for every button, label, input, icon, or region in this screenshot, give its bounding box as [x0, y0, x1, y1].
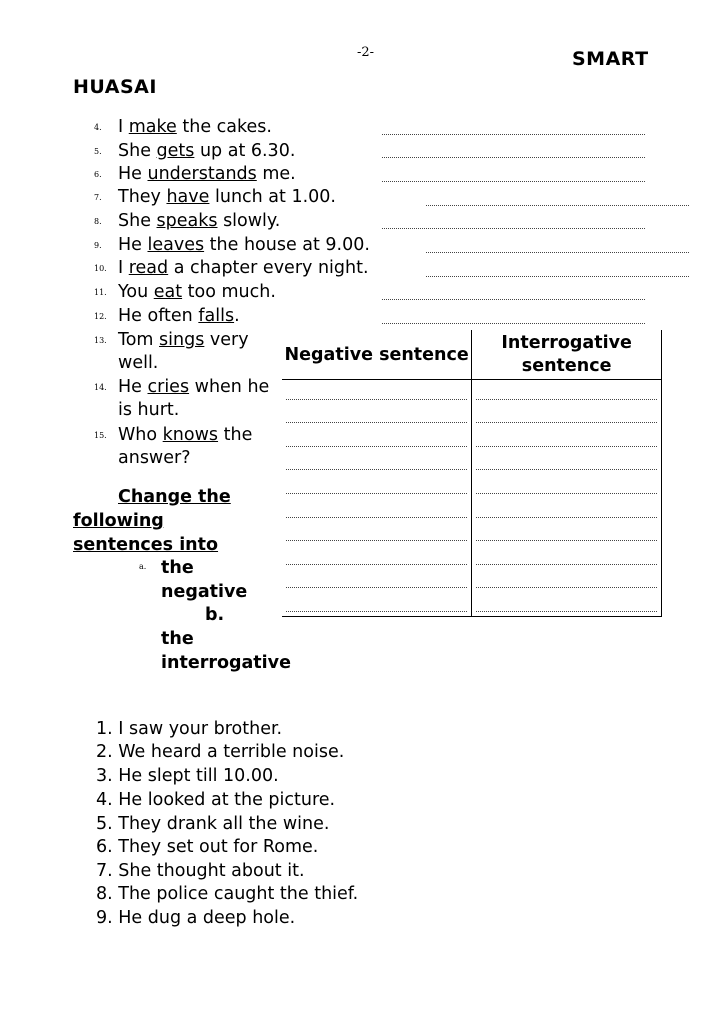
item-verb: read [128, 258, 169, 278]
answer-cell[interactable] [282, 545, 472, 569]
item-text: . [234, 306, 240, 326]
answer-cell[interactable] [472, 498, 662, 522]
item-text: She [118, 141, 157, 161]
item-text: They [118, 187, 167, 207]
exercise-a-item [94, 186, 336, 213]
author-name: HUASAI [73, 76, 157, 98]
item-text: He [118, 164, 148, 184]
item-number: 14. [94, 383, 107, 392]
answer-cell[interactable] [472, 569, 662, 593]
item-number: 9. [94, 241, 102, 250]
item-text: the cakes. [176, 117, 272, 137]
item-verb: make [128, 117, 177, 137]
exercise-b-sentence: 6. They set out for Rome. [96, 837, 319, 857]
item-verb: eat [153, 282, 183, 302]
exercise-b-sentence: 7. She thought about it. [96, 861, 305, 881]
brand-title: SMART [572, 48, 649, 70]
exercise-a-item [94, 281, 276, 308]
instruction-line: sentences into [73, 535, 219, 555]
item-text: when he [189, 377, 270, 397]
item-text: the house at 9.00. [204, 235, 370, 255]
item-number: 6. [94, 170, 102, 179]
item-number: 13. [94, 336, 107, 345]
answer-cell[interactable] [282, 498, 472, 522]
item-number: 15. [94, 431, 107, 440]
answer-cell[interactable] [472, 474, 662, 498]
item-text: me. [256, 164, 296, 184]
answer-cell[interactable] [282, 404, 472, 428]
item-verb: understands [147, 164, 257, 184]
item-text-continued: answer? [118, 448, 191, 468]
item-text-continued: is hurt. [118, 400, 180, 420]
item-number: 4. [94, 123, 102, 132]
item-text: lunch at 1.00. [209, 187, 336, 207]
item-verb: falls [198, 306, 235, 326]
item-text: He [118, 377, 148, 397]
page-number: -2- [357, 45, 375, 60]
item-verb: leaves [147, 235, 205, 255]
answer-cell[interactable] [282, 592, 472, 616]
instruction-line: Change the [118, 487, 231, 507]
exercise-b-sentence: 9. He dug a deep hole. [96, 908, 296, 928]
exercise-b-sentence: 8. The police caught the thief. [96, 884, 359, 904]
answer-cell[interactable] [472, 592, 662, 616]
item-number: 7. [94, 193, 102, 202]
answer-table [282, 330, 662, 617]
item-text: slowly. [217, 211, 281, 231]
item-text: very [204, 330, 249, 350]
answer-line[interactable] [426, 205, 689, 206]
answer-cell[interactable] [472, 427, 662, 451]
item-verb: gets [156, 141, 195, 161]
item-text: She [118, 211, 157, 231]
item-text: I [118, 258, 129, 278]
item-text: the [218, 425, 253, 445]
exercise-a-item [94, 424, 253, 468]
item-text: He [118, 235, 148, 255]
item-number: 11. [94, 288, 107, 297]
item-verb: cries [147, 377, 190, 397]
exercise-a-item [94, 210, 281, 237]
item-number: 10. [94, 264, 107, 273]
answer-cell[interactable] [282, 451, 472, 475]
option-b-text: interrogative [161, 653, 291, 673]
answer-line[interactable] [382, 157, 645, 158]
item-text: He often [118, 306, 199, 326]
option-b-marker: b. [205, 605, 225, 625]
answer-cell[interactable] [282, 522, 472, 546]
answer-line[interactable] [426, 276, 689, 277]
option-a-marker: a. [139, 562, 147, 571]
answer-cell[interactable] [282, 474, 472, 498]
item-number: 5. [94, 147, 102, 156]
answer-line[interactable] [382, 228, 645, 229]
exercise-a-item [94, 305, 240, 332]
item-text: a chapter every night. [168, 258, 369, 278]
item-number: 12. [94, 312, 107, 321]
answer-cell[interactable] [282, 427, 472, 451]
exercise-b-sentence: 1. I saw your brother. [96, 719, 283, 739]
exercise-a-item [94, 376, 270, 420]
option-b-text: the [161, 629, 194, 649]
exercise-b-sentence: 4. He looked at the picture. [96, 790, 336, 810]
item-text: You [118, 282, 154, 302]
item-verb: sings [159, 330, 205, 350]
item-text-continued: well. [118, 353, 159, 373]
item-text: up at 6.30. [194, 141, 296, 161]
answer-cell[interactable] [472, 380, 662, 404]
answer-line[interactable] [382, 181, 645, 182]
item-verb: knows [162, 425, 219, 445]
item-verb: have [166, 187, 210, 207]
answer-cell[interactable] [282, 569, 472, 593]
answer-cell[interactable] [472, 404, 662, 428]
option-a-text: negative [161, 582, 248, 602]
column-header-negative: Negative sentence [282, 330, 472, 380]
answer-line[interactable] [382, 323, 645, 324]
answer-cell[interactable] [472, 451, 662, 475]
answer-line[interactable] [382, 134, 645, 135]
answer-cell[interactable] [282, 380, 472, 404]
exercise-a-item [94, 329, 249, 373]
item-number: 8. [94, 217, 102, 226]
answer-line[interactable] [382, 299, 645, 300]
item-text: I [118, 117, 129, 137]
option-a-text: the [161, 558, 194, 578]
exercise-b-sentence: 5. They drank all the wine. [96, 814, 330, 834]
column-header-interrogative: Interrogative sentence [472, 330, 662, 380]
item-text: Tom [118, 330, 160, 350]
exercise-b-sentence: 3. He slept till 10.00. [96, 766, 279, 786]
exercise-b-sentence: 2. We heard a terrible noise. [96, 742, 345, 762]
instruction-line: following [73, 511, 164, 531]
answer-line[interactable] [426, 252, 689, 253]
exercise-a-item [94, 257, 369, 284]
item-verb: speaks [156, 211, 218, 231]
answer-cell[interactable] [472, 545, 662, 569]
item-text: too much. [182, 282, 276, 302]
answer-cell[interactable] [472, 522, 662, 546]
item-text: Who [118, 425, 163, 445]
exercise-a-item [94, 116, 272, 143]
